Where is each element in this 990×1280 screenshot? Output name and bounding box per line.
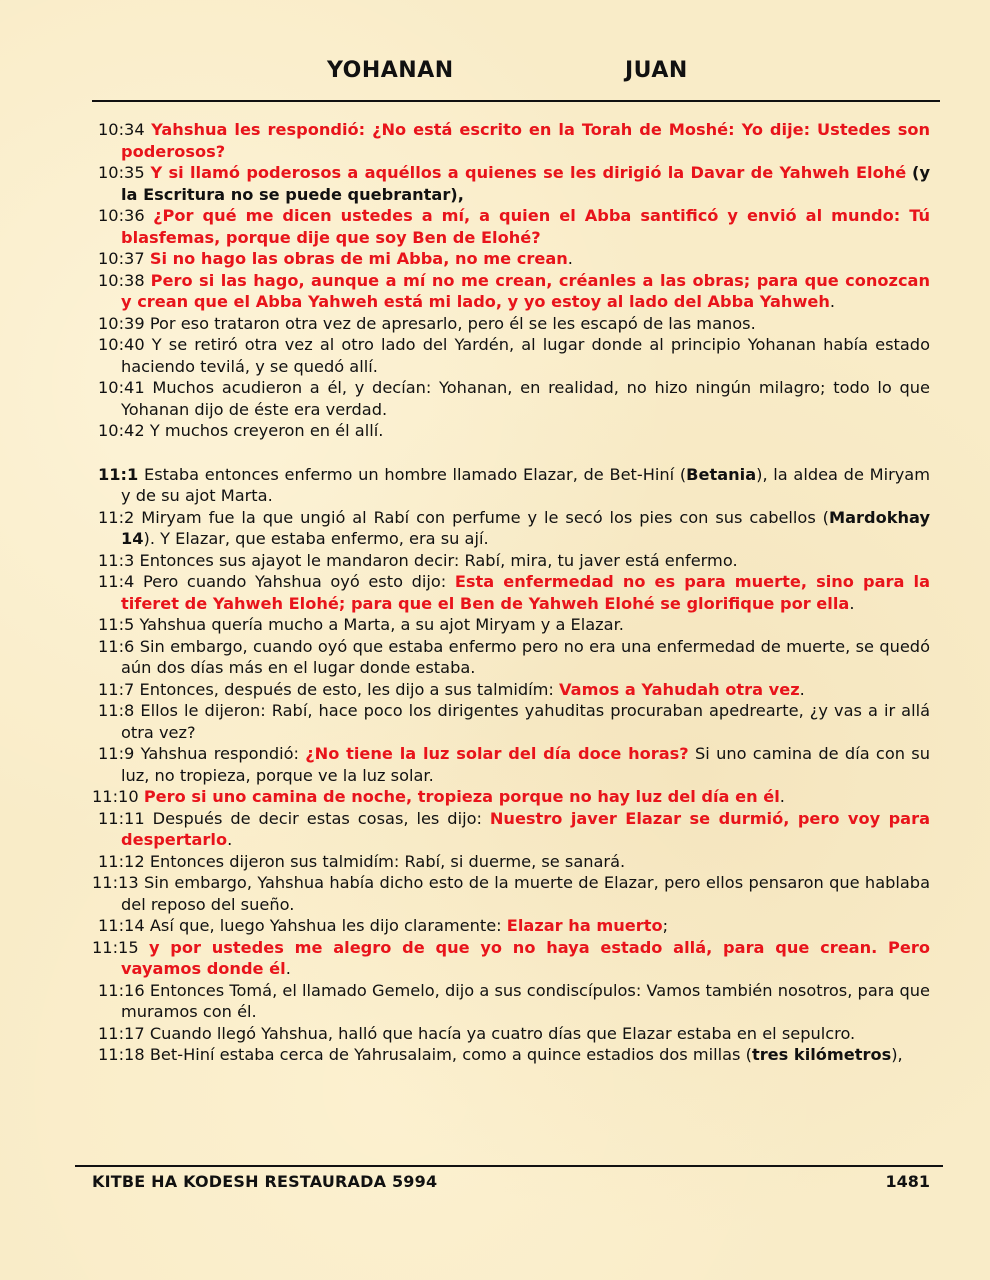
verse-text: ), la aldea de Miryam y de su ajot Marta.: [121, 464, 930, 505]
verse-11-2: [98, 507, 930, 550]
verse-11-6: [98, 636, 930, 679]
verse-ref: 11:17: [98, 1023, 145, 1043]
verse-text: Y se retiró otra vez al otro lado del Yardén, al lugar donde al principio Yohanan había estado haciendo tevilá, y se quedó allí.: [121, 335, 930, 376]
verse-11-17: [98, 1023, 930, 1045]
verse-text: Yahshua quería mucho a Marta, a su ajot Miryam y a Elazar.: [139, 615, 624, 634]
verse-11-11: [98, 808, 930, 851]
verse-11-1: [98, 464, 930, 507]
footer-rule: [75, 1165, 943, 1167]
verse-ref: 11:2: [98, 507, 135, 527]
bold-text: Betania: [686, 464, 757, 484]
verse-11-16: [98, 980, 930, 1023]
verse-text: Ellos le dijeron: Rabí, hace poco los dirigentes yahuditas procuraban apedrearte, ¿y vas a ir allá otra vez?: [121, 701, 930, 742]
page-header: [0, 58, 990, 88]
verse-11-13: [92, 872, 930, 915]
bold-text: tres kilómetros: [751, 1045, 892, 1064]
quoted-words: Y si llamó poderosos a aquéllos a quienes se les dirigió la Davar de Yahweh Elohé: [150, 163, 907, 182]
verse-11-4: [98, 571, 930, 614]
verse-11-14: [98, 915, 930, 937]
header-book-spanish: JUAN: [625, 58, 688, 83]
verse-ref: 10:38: [98, 270, 145, 290]
verse-10-37: [98, 248, 930, 270]
verse-ref: 11:15: [92, 937, 139, 957]
verse-text: Pero cuando Yahshua oyó esto dijo:: [142, 572, 455, 591]
quoted-words: ¿No tiene la luz solar del día doce horas?: [305, 744, 689, 763]
quoted-words: Pero si uno camina de noche, tropieza porque no hay luz del día en él: [143, 787, 780, 806]
verse-11-15: [92, 937, 930, 980]
verse-text: Así que, luego Yahshua les dijo claramente:: [149, 916, 507, 935]
verse-ref: 11:13: [92, 873, 139, 892]
verse-10-34: [98, 119, 930, 162]
verse-ref: 11:10: [92, 787, 139, 806]
verse-ref: 11:9: [98, 744, 135, 763]
verse-text: .: [779, 787, 785, 806]
verse-text: Yahshua respondió:: [140, 744, 306, 763]
verse-text: ;: [662, 916, 669, 935]
verse-text: Entonces, después de esto, les dijo a sus talmidím:: [139, 679, 560, 699]
verse-10-40: [98, 334, 930, 377]
quoted-words: y por ustedes me alegro de que yo no haya estado allá, para que crean. Pero vayamos donde él: [121, 937, 930, 978]
verse-text: .: [799, 679, 805, 699]
verse-ref: 10:42: [98, 421, 145, 440]
verse-text: Entonces dijeron sus talmidím: Rabí, si duerme, se sanará.: [149, 851, 626, 871]
footer-book-title: KITBE HA KODESH RESTAURADA 5994: [92, 1172, 438, 1191]
verse-ref: 10:37: [98, 249, 145, 268]
chapter-gap: [98, 442, 930, 464]
bold-text: Mardokhay 14: [121, 507, 930, 548]
verse-10-35: [98, 162, 930, 205]
verse-text: Estaba entonces enfermo un hombre llamado Elazar, de Bet-Hiní (: [143, 464, 687, 484]
bold-text: (y la Escritura no se puede quebrantar),: [121, 163, 930, 204]
verse-10-41: [98, 377, 930, 420]
verse-ref: 11:6: [98, 636, 135, 656]
page-number: 1481: [885, 1172, 930, 1191]
verse-11-12: [98, 851, 930, 873]
verse-ref: 10:39: [98, 313, 145, 333]
verse-10-42: [98, 420, 930, 442]
verse-ref: 11:5: [98, 615, 135, 634]
verse-ref: 11:16: [98, 980, 145, 1000]
verse-ref: 10:36: [98, 206, 145, 225]
verse-text: Entonces sus ajayot le mandaron decir: Rabí, mira, tu javer está enfermo.: [139, 550, 738, 570]
verse-text: .: [285, 959, 291, 978]
verse-text: ). Y Elazar, que estaba enfermo, era su ají.: [143, 529, 489, 548]
verse-text: Después de decir estas cosas, les dijo:: [152, 808, 490, 828]
verse-10-38: [98, 270, 930, 313]
verse-ref: 11:18: [98, 1045, 145, 1064]
quoted-words: Si no hago las obras de mi Abba, no me crean: [149, 249, 568, 268]
verse-10-39: [98, 313, 930, 335]
quoted-words: Pero si las hago, aunque a mí no me crean, créanles a las obras; para que conozcan y crean que el Abba Yahweh está mi lado, y yo estoy al lado del Abba Yahweh: [121, 270, 930, 311]
header-book-hebrew: YOHANAN: [327, 58, 454, 83]
verse-11-18: [98, 1044, 930, 1066]
verse-text: .: [227, 830, 233, 849]
header-rule: [92, 100, 940, 102]
quoted-words: Nuestro javer Elazar se durmió, pero voy para despertarlo: [121, 808, 930, 849]
verse-text: Sin embargo, cuando oyó que estaba enfermo pero no era una enfermedad de muerte, se quedó aún dos días más en el lugar donde estaba.: [121, 636, 930, 677]
verse-text: ),: [891, 1045, 903, 1064]
verse-ref: 10:41: [98, 378, 145, 397]
verse-ref: 11:3: [98, 550, 135, 570]
verse-ref: 10:34: [98, 120, 145, 139]
verse-text: Bet-Hiní estaba cerca de Yahrusalaim, como a quince estadios dos millas (: [149, 1045, 752, 1064]
quoted-words: Yahshua les respondió: ¿No está escrito en la Torah de Moshé: Yo dije: Ustedes son poderosos?: [121, 120, 930, 161]
verse-ref: 11:8: [98, 701, 135, 720]
verse-text: Sin embargo, Yahshua había dicho esto de la muerte de Elazar, pero ellos pensaron que hablaba del reposo del sueño.: [121, 873, 930, 914]
chapter-start-ref: 11:1: [98, 464, 139, 484]
verse-text: .: [849, 593, 855, 613]
verse-11-7: [98, 679, 930, 701]
verse-text: Y muchos creyeron en él allí.: [149, 421, 384, 440]
quoted-words: ¿Por qué me dicen ustedes a mí, a quien el Abba santificó y envió al mundo: Tú blasfemas, porque dije que soy Ben de Elohé?: [121, 206, 930, 247]
verse-ref: 11:4: [98, 572, 135, 591]
verse-10-36: [98, 205, 930, 248]
verse-text: Cuando llegó Yahshua, halló que hacía ya cuatro días que Elazar estaba en el sepulcro.: [149, 1023, 856, 1043]
verse-text: Si uno camina de día con su luz, no tropieza, porque ve la luz solar.: [121, 744, 930, 785]
verse-ref: 11:12: [98, 851, 145, 871]
verse-text: .: [829, 292, 836, 311]
verse-ref: 11:11: [98, 808, 145, 828]
verse-11-3: [98, 550, 930, 572]
quoted-words: Vamos a Yahudah otra vez: [559, 679, 800, 699]
verse-11-10: [92, 786, 930, 808]
verse-ref: 10:35: [98, 163, 145, 182]
quoted-words: Elazar ha muerto: [506, 916, 663, 935]
verse-text: Entonces Tomá, el llamado Gemelo, dijo a sus condiscípulos: Vamos también nosotros, para que muramos con él.: [121, 980, 930, 1021]
verse-ref: 10:40: [98, 335, 145, 354]
verse-11-8: [98, 700, 930, 743]
scripture-text: [92, 119, 930, 1066]
verse-11-5: [98, 614, 930, 636]
verse-text: .: [567, 249, 573, 268]
quoted-words: Esta enfermedad no es para muerte, sino para la tiferet de Yahweh Elohé; para que el Ben de Yahweh Elohé se glorifique por ella: [121, 572, 930, 613]
verse-11-9: [98, 743, 930, 786]
verse-text: Miryam fue la que ungió al Rabí con perfume y le secó los pies con sus cabellos (: [141, 507, 829, 527]
verse-text: Muchos acudieron a él, y decían: Yohanan, en realidad, no hizo ningún milagro; todo lo que Yohanan dijo de éste era verdad.: [121, 378, 930, 419]
verse-ref: 11:14: [98, 916, 145, 935]
verse-ref: 11:7: [98, 679, 135, 699]
verse-text: Por eso trataron otra vez de apresarlo, pero él se les escapó de las manos.: [149, 313, 756, 333]
